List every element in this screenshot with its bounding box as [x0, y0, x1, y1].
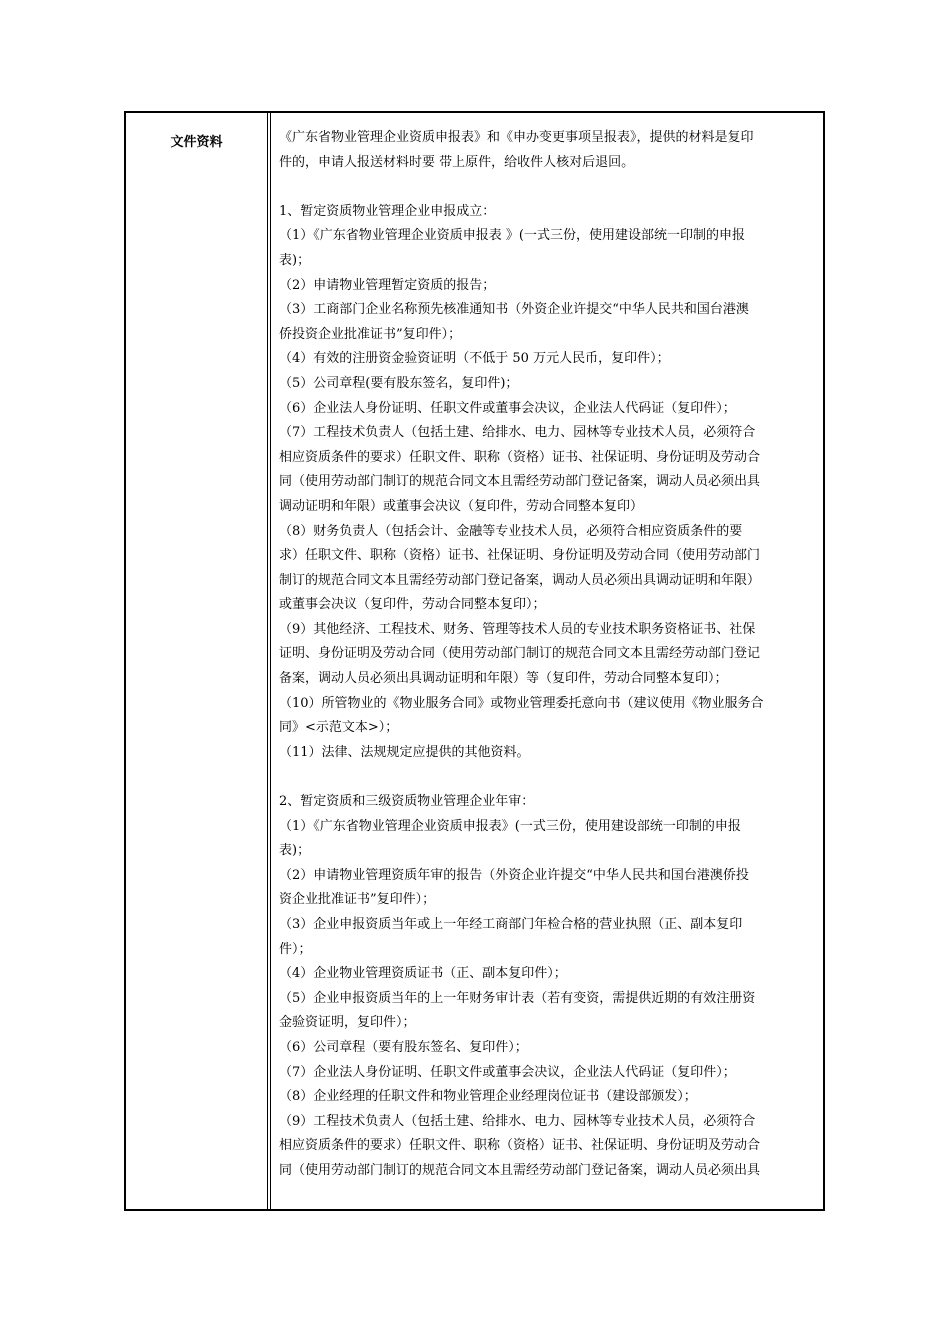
text-line: 制订的规范合同文本且需经劳动部门登记备案，调动人员必须出具调动证明和年限） — [279, 572, 761, 588]
text-line: 件的，申请人报送材料时要 带上原件，给收件人核对后退回。 — [279, 154, 635, 170]
text-line: 表)； — [279, 252, 311, 268]
text-line: 1、暂定资质物业管理企业申报成立： — [279, 203, 496, 219]
row-content — [279, 126, 819, 1184]
text-line: （9）其他经济、工程技术、财务、管理等技术人员的专业技术职务资格证书、社保 — [279, 621, 756, 637]
column-divider-inner — [270, 113, 271, 1209]
text-line: （3）企业申报资质当年或上一年经工商部门年检合格的营业执照（正、副本复印 — [279, 917, 743, 932]
text-line: （8）财务负责人（包括会计、金融等专业技术人员，必须符合相应资质条件的要 — [279, 523, 743, 539]
text-line: （8）企业经理的任职文件和物业管理企业经理岗位证书（建设部颁发）； — [279, 1089, 697, 1105]
text-line: 资企业批准证书”复印件）； — [279, 892, 436, 908]
text-line: 相应资质条件的要求）任职文件、职称（资格）证书、社保证明、身份证明及劳动合 — [279, 1138, 761, 1154]
text-line: 相应资质条件的要求）任职文件、职称（资格）证书、社保证明、身份证明及劳动合 — [279, 449, 761, 465]
intro-paragraph — [279, 126, 819, 175]
text-line: 或董事会决议（复印件，劳动合同整本复印）； — [279, 597, 546, 613]
text-line: （4）有效的注册资金验资证明（不低于 50 万元人民币，复印件）； — [279, 351, 670, 367]
row-label: 文件资料 — [170, 135, 223, 150]
text-line: （2）申请物业管理暂定资质的报告； — [279, 277, 496, 293]
text-line: （6）企业法人身份证明、任职文件或董事会决议，企业法人代码证（复印件）； — [279, 400, 736, 416]
text-line: （6）公司章程（要有股东签名、复印件）； — [279, 1039, 528, 1055]
text-line: 件）； — [279, 941, 312, 957]
column-divider — [267, 113, 268, 1209]
text-line: （11）法律、法规规定应提供的其他资料。 — [279, 744, 530, 760]
text-line: 《广东省物业管理企业资质申报表》和《申办变更事项呈报表》，提供的材料是复印 — [279, 130, 754, 145]
text-line: 求）任职文件、职称（资格）证书、社保证明、身份证明及劳动合同（使用劳动部门 — [279, 548, 761, 564]
text-line: 备案，调动人员必须出具调动证明和年限）等（复印件，劳动合同整本复印）； — [279, 671, 728, 687]
document-table — [124, 111, 825, 1211]
text-line: （10）所管物业的《物业服务合同》或物业管理委托意向书（建议使用《物业服务合 — [279, 695, 764, 711]
paragraph-gap — [279, 765, 819, 790]
text-line: 调动证明和年限）或董事会决议（复印件，劳动合同整本复印） — [279, 498, 644, 514]
text-line: 2、暂定资质和三级资质物业管理企业年审： — [279, 794, 535, 810]
text-line: （2）申请物业管理资质年审的报告（外资企业许提交“中华人民共和国台港澳侨投 — [279, 867, 749, 883]
text-line: （7）企业法人身份证明、任职文件或董事会决议，企业法人代码证（复印件）； — [279, 1064, 736, 1080]
text-line: （5）公司章程(要有股东签名，复印件)； — [279, 375, 519, 391]
text-line: （5）企业申报资质当年的上一年财务审计表（若有变资，需提供近期的有效注册资 — [279, 990, 756, 1006]
text-line: （1）《广东省物业管理企业资质申报表》(一式三份，使用建设部统一印制的申报 — [279, 818, 741, 834]
text-line: 同（使用劳动部门制订的规范合同文本且需经劳动部门登记备案，调动人员必须出具 — [279, 474, 761, 490]
text-line: （4）企业物业管理资质证书（正、副本复印件）； — [279, 966, 567, 982]
section-1-list — [279, 200, 819, 766]
text-line: （9）工程技术负责人（包括土建、给排水、电力、园林等专业技术人员，必须符合 — [279, 1113, 756, 1129]
section-2-list — [279, 790, 819, 1184]
text-line: 同》<示范文本>）； — [279, 720, 399, 736]
text-line: 同（使用劳动部门制订的规范合同文本且需经劳动部门登记备案，调动人员必须出具 — [279, 1162, 761, 1178]
text-line: （3）工商部门企业名称预先核准通知书（外资企业许提交“中华人民共和国台港澳 — [279, 302, 749, 318]
text-line: （1）《广东省物业管理企业资质申报表 》(一式三份，使用建设部统一印制的申报 — [279, 228, 745, 244]
paragraph-gap — [279, 175, 819, 200]
text-line: （7）工程技术负责人（包括土建、给排水、电力、园林等专业技术人员，必须符合 — [279, 425, 756, 441]
text-line: 表)； — [279, 843, 311, 859]
text-line: 侨投资企业批准证书”复印件）； — [279, 326, 462, 342]
text-line: 证明、身份证明及劳动合同（使用劳动部门制订的规范合同文本且需经劳动部门登记 — [279, 646, 761, 662]
text-line: 金验资证明，复印件）； — [279, 1015, 416, 1031]
